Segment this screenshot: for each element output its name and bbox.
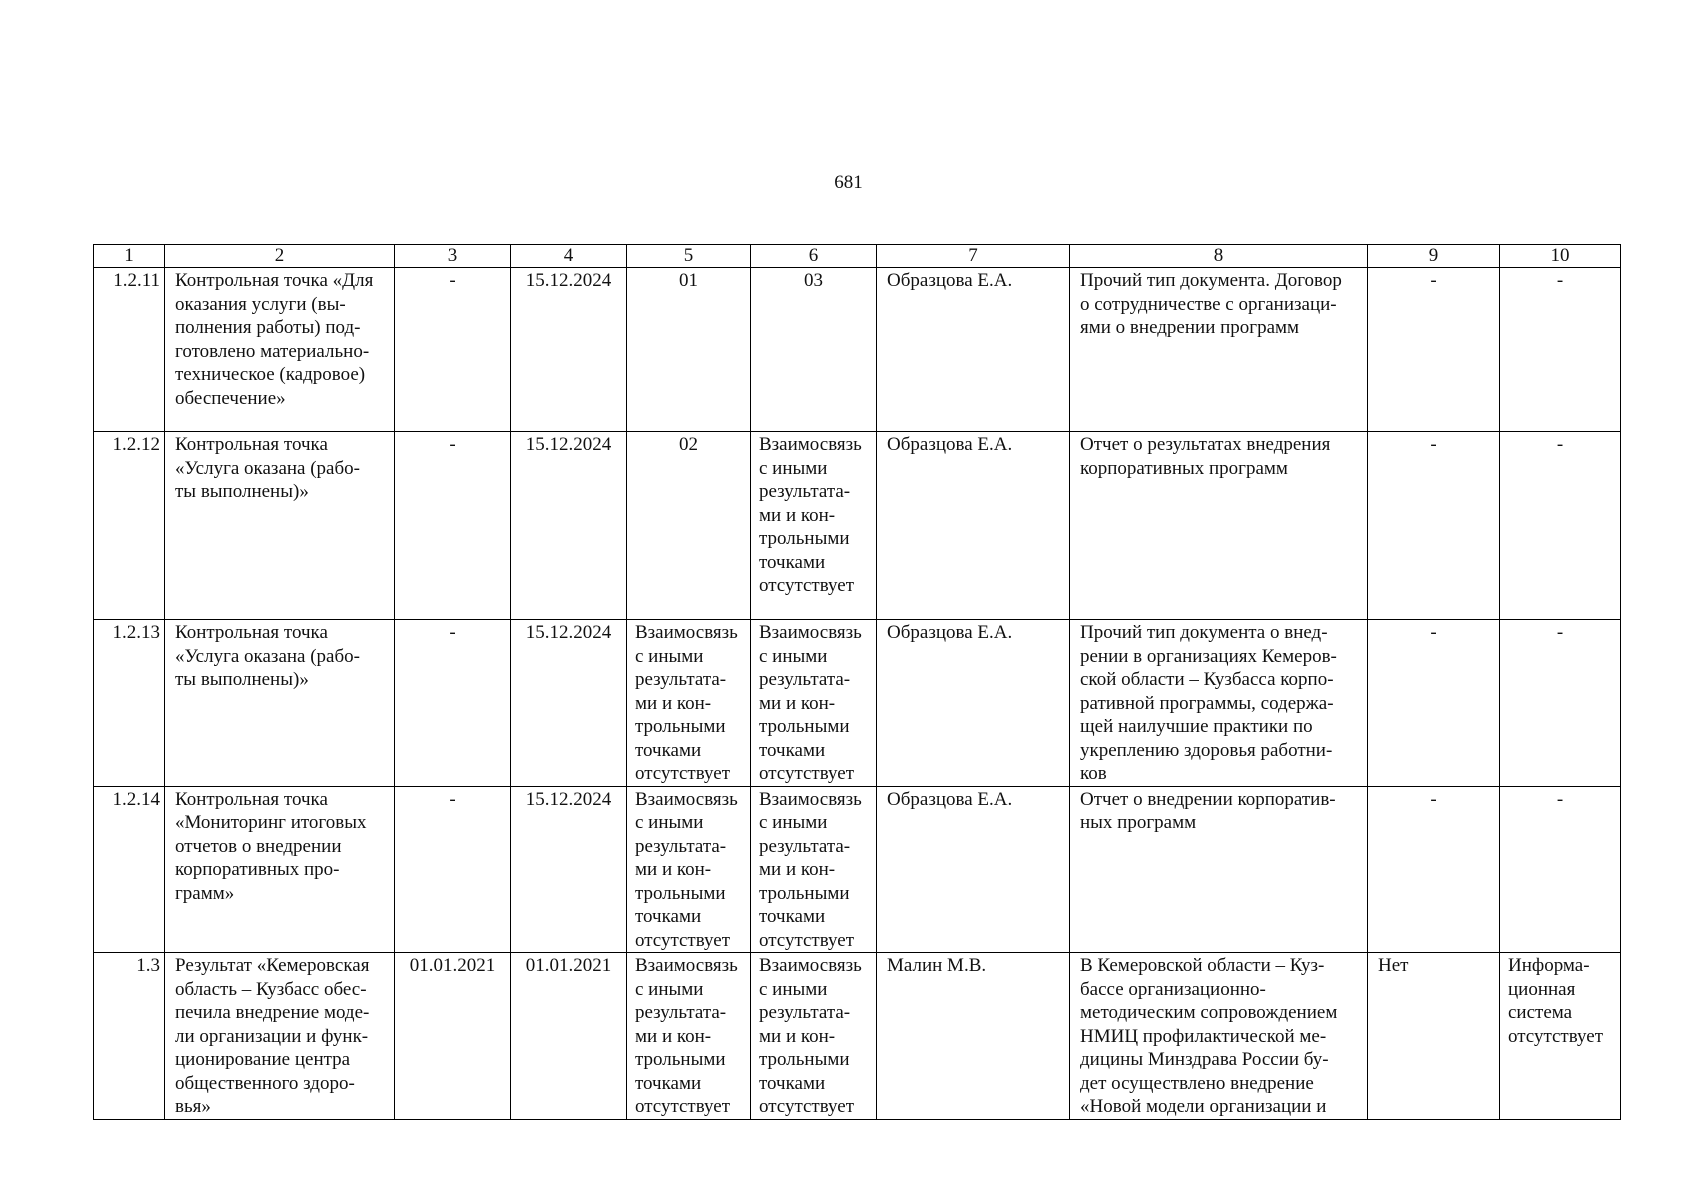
- page-number: 681: [834, 172, 863, 193]
- header-cell: 10: [1500, 245, 1621, 268]
- row-predecessor: Взаимосвязь с иными результата- ми и кон- трольными точками отсутствует: [627, 620, 751, 787]
- row-predecessor: 01: [627, 268, 751, 432]
- header-cell: 5: [627, 245, 751, 268]
- row-document: Отчет о внедрении корпоратив- ных программ: [1070, 786, 1368, 953]
- row-document: Прочий тип документа о внед- рении в организациях Кемеров- ской области – Кузбасса корпо- ративной программы, содержа- щей наилучшие практики по укреплению здоровья работни- ков: [1070, 620, 1368, 787]
- row-col9: Нет: [1368, 953, 1500, 1120]
- header-cell: 6: [751, 245, 877, 268]
- row-number: 1.2.11: [94, 268, 165, 432]
- row-predecessor: Взаимосвязь с иными результата- ми и кон- трольными точками отсутствует: [627, 953, 751, 1120]
- row-number: 1.2.14: [94, 786, 165, 953]
- header-cell: 1: [94, 245, 165, 268]
- row-name: Контрольная точка «Услуга оказана (рабо- ты выполнены)»: [165, 432, 395, 620]
- row-end-date: 01.01.2021: [511, 953, 627, 1120]
- row-col10: -: [1500, 268, 1621, 432]
- row-col9: -: [1368, 620, 1500, 787]
- header-cell: 2: [165, 245, 395, 268]
- row-end-date: 15.12.2024: [511, 268, 627, 432]
- plan-table: [93, 244, 1621, 1120]
- row-end-date: 15.12.2024: [511, 786, 627, 953]
- row-number: 1.2.12: [94, 432, 165, 620]
- table-row: [94, 786, 1621, 953]
- row-document: В Кемеровской области – Куз- бассе организационно- методическим сопровождением НМИЦ профилактической ме- дицины Минздрава России бу- дет осуществлено внедрение «Новой модели организации и: [1070, 953, 1368, 1120]
- row-start-date: -: [395, 432, 511, 620]
- row-responsible: Образцова Е.А.: [877, 268, 1070, 432]
- row-successor: Взаимосвязь с иными результата- ми и кон- трольными точками отсутствует: [751, 953, 877, 1120]
- header-cell: 3: [395, 245, 511, 268]
- row-responsible: Образцова Е.А.: [877, 786, 1070, 953]
- row-name: Результат «Кемеровская область – Кузбасс обес- печила внедрение моде- ли организации и функ- ционирование центра общественного здоро- вья»: [165, 953, 395, 1120]
- row-number: 1.2.13: [94, 620, 165, 787]
- row-responsible: Образцова Е.А.: [877, 620, 1070, 787]
- row-successor: 03: [751, 268, 877, 432]
- row-responsible: Малин М.В.: [877, 953, 1070, 1120]
- header-cell: 9: [1368, 245, 1500, 268]
- row-col9: -: [1368, 268, 1500, 432]
- table-row: [94, 953, 1621, 1120]
- row-document: Отчет о результатах внедрения корпоративных программ: [1070, 432, 1368, 620]
- row-start-date: -: [395, 786, 511, 953]
- header-cell: 7: [877, 245, 1070, 268]
- row-successor: Взаимосвязь с иными результата- ми и кон- трольными точками отсутствует: [751, 786, 877, 953]
- row-predecessor: 02: [627, 432, 751, 620]
- table-row: [94, 432, 1621, 620]
- row-predecessor: Взаимосвязь с иными результата- ми и кон- трольными точками отсутствует: [627, 786, 751, 953]
- row-start-date: 01.01.2021: [395, 953, 511, 1120]
- row-col10: -: [1500, 786, 1621, 953]
- row-successor: Взаимосвязь с иными результата- ми и кон- трольными точками отсутствует: [751, 620, 877, 787]
- row-name: Контрольная точка «Для оказания услуги (вы- полнения работы) под- готовлено материально- техническое (кадровое) обеспечение»: [165, 268, 395, 432]
- row-col10: Информа- ционная система отсутствует: [1500, 953, 1621, 1120]
- table-header-row: [94, 245, 1621, 268]
- row-name: Контрольная точка «Услуга оказана (рабо- ты выполнены)»: [165, 620, 395, 787]
- row-col9: -: [1368, 786, 1500, 953]
- row-col10: -: [1500, 432, 1621, 620]
- row-start-date: -: [395, 620, 511, 787]
- row-name: Контрольная точка «Мониторинг итоговых отчетов о внедрении корпоративных про- грамм»: [165, 786, 395, 953]
- row-document: Прочий тип документа. Договор о сотрудничестве с организаци- ями о внедрении программ: [1070, 268, 1368, 432]
- row-number: 1.3: [94, 953, 165, 1120]
- row-start-date: -: [395, 268, 511, 432]
- row-successor: Взаимосвязь с иными результата- ми и кон- трольными точками отсутствует: [751, 432, 877, 620]
- row-col10: -: [1500, 620, 1621, 787]
- table-row: [94, 268, 1621, 432]
- row-responsible: Образцова Е.А.: [877, 432, 1070, 620]
- row-end-date: 15.12.2024: [511, 620, 627, 787]
- table-row: [94, 620, 1621, 787]
- header-cell: 8: [1070, 245, 1368, 268]
- row-col9: -: [1368, 432, 1500, 620]
- header-cell: 4: [511, 245, 627, 268]
- row-end-date: 15.12.2024: [511, 432, 627, 620]
